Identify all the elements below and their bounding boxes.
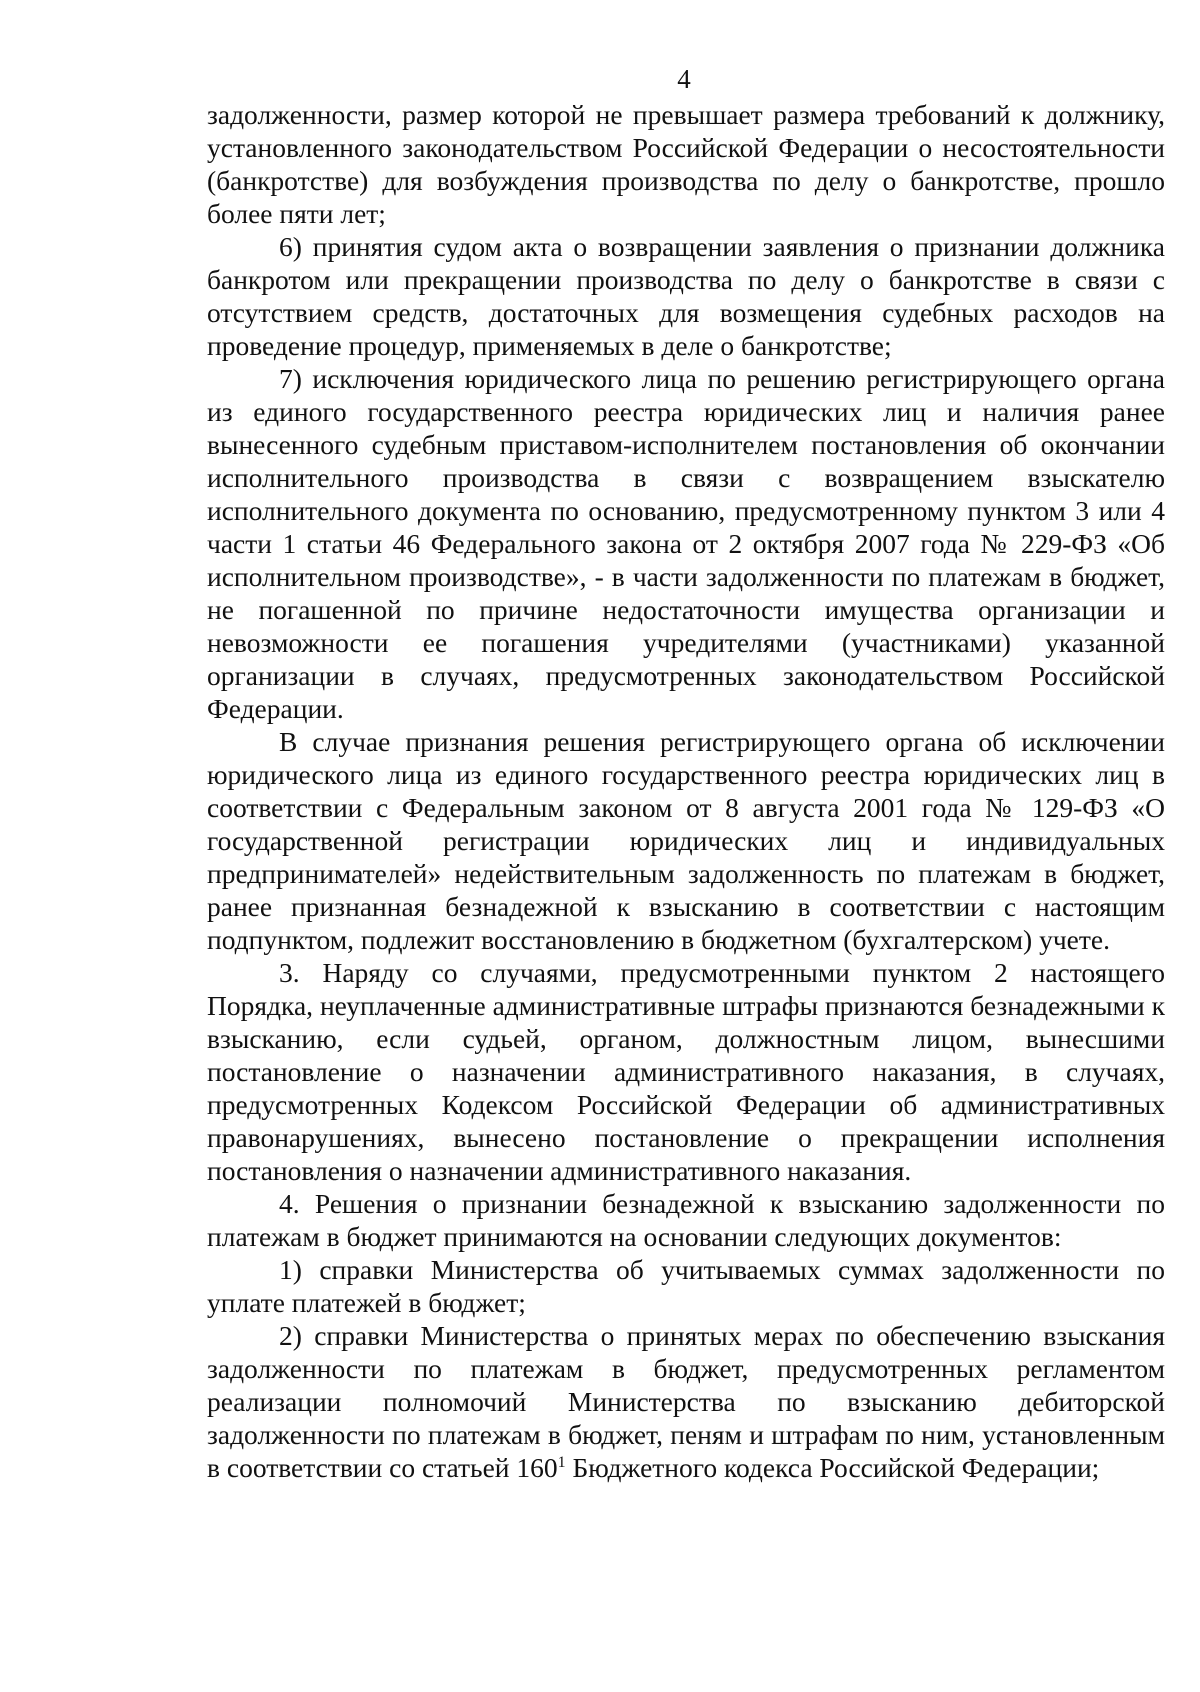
page-number: 4 xyxy=(677,64,691,94)
paragraph-debt-continuation: задолженности, размер которой не превышает размера требований к должнику, установленного законодательством Российской Федерации о несостоятельности (банкротстве) для возбуждения производства по делу о банкротстве, прошло более пяти лет; xyxy=(207,99,1165,229)
paragraph-item-7: 7) исключения юридического лица по решению регистрирующего органа из единого государственного реестра юридических лиц и наличия ранее вынесенного судебным приставом-исполнителем постановления об окончании исполнительного производства в связи с возвращением взыскателю исполнительного документа по основанию, предусмотренному пунктом 3 или 4 части 1 статьи 46 Федерального закона от 2 октября 2007 года № 229-ФЗ «Об исполнительном производстве», - в части задолженности по платежам в бюджет, не погашенной по причине недостаточности имущества организации и невозможности ее погашения учредителями (участниками) указанной организации в случаях, предусмотренных законодательством Российской Федерации. xyxy=(207,363,1165,724)
document-body xyxy=(207,98,1165,1484)
paragraph-document-2-text-before: 2) справки Министерства о принятых мерах по обеспечению взыскания задолженности по платежам в бюджет, предусмотренных регламентом реализации полномочий Министерства по взысканию дебиторской задолженности по платежам в бюджет, пеням и штрафам по ним, установленным в соответствии со статьей 160 xyxy=(207,1320,1165,1483)
paragraph-section-3: 3. Наряду со случаями, предусмотренными пунктом 2 настоящего Порядка, неуплаченные административные штрафы признаются безнадежными к взысканию, если судьей, органом, должностным лицом, вынесшими постановление о назначении административного наказания, в случаях, предусмотренных Кодексом Российской Федерации об административных правонарушениях, вынесено постановление о прекращении исполнения постановления о назначении административного наказания. xyxy=(207,957,1165,1186)
paragraph-document-2 xyxy=(207,1319,1165,1484)
paragraph-item-6: 6) принятия судом акта о возвращении заявления о признании должника банкротом или прекращении производства по делу о банкротстве в связи с отсутствием средств, достаточных для возмещения судебных расходов на проведение процедур, применяемых в деле о банкротстве; xyxy=(207,231,1165,361)
paragraph-invalid-decision: В случае признания решения регистрирующего органа об исключении юридического лица из единого государственного реестра юридических лиц в соответствии с Федеральным законом от 8 августа 2001 года № 129-ФЗ «О государственной регистрации юридических лиц и индивидуальных предпринимателей» недействительным задолженность по платежам в бюджет, ранее признанная безнадежной к взысканию в соответствии с настоящим подпунктом, подлежит восстановлению в бюджетном (бухгалтерском) учете. xyxy=(207,726,1165,955)
paragraph-section-4: 4. Решения о признании безнадежной к взысканию задолженности по платежам в бюджет принимаются на основании следующих документов: xyxy=(207,1188,1165,1252)
paragraph-document-1: 1) справки Министерства об учитываемых суммах задолженности по уплате платежей в бюджет; xyxy=(207,1254,1165,1318)
paragraph-document-2-text-after: Бюджетного кодекса Российской Федерации; xyxy=(565,1452,1100,1483)
article-superscript: 1 xyxy=(557,1454,566,1471)
